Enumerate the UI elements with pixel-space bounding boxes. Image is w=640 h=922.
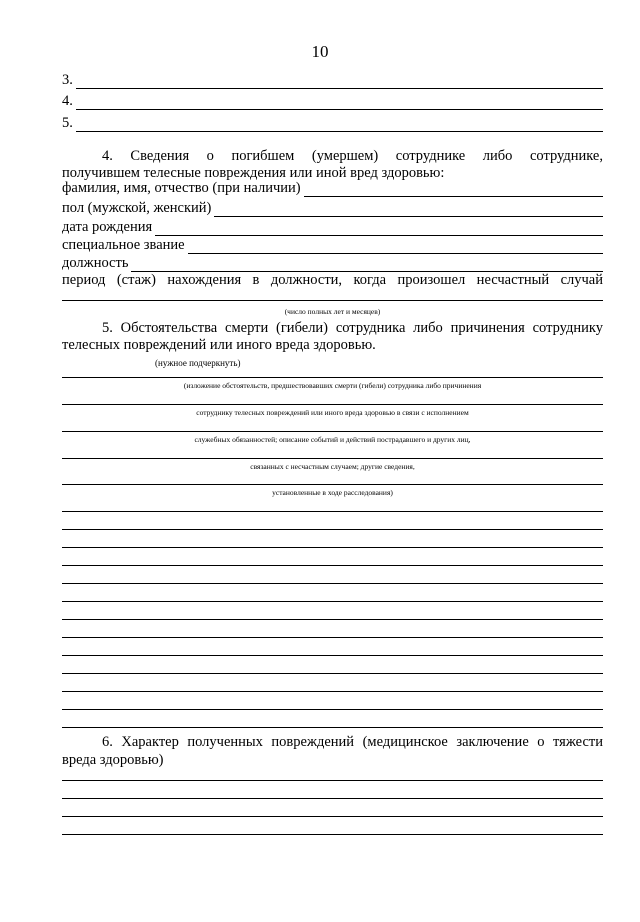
section5-caption-5: установленные в ходе расследования) <box>272 488 393 497</box>
fill-line <box>62 458 603 459</box>
field-position <box>62 255 603 272</box>
fill-line <box>62 619 603 620</box>
section5-caption-2: сотруднику телесных повреждений или иного вреда здоровью в связи с исполнением <box>196 408 469 417</box>
fill-line <box>62 484 603 485</box>
fill-line <box>62 637 603 638</box>
fill-line <box>62 547 603 548</box>
fill-line <box>76 96 603 110</box>
fill-line <box>188 240 603 254</box>
fill-line <box>62 529 603 530</box>
field-label: фамилия, имя, отчество (при наличии) <box>62 180 301 196</box>
fill-line <box>62 798 603 799</box>
field-label: должность <box>62 255 129 271</box>
numbered-item-5 <box>62 115 603 132</box>
item-label: 3. <box>62 72 73 88</box>
fill-line <box>76 75 603 89</box>
period-caption: (число полных лет и месяцев) <box>284 307 381 316</box>
fill-line <box>131 258 603 272</box>
field-label: пол (мужской, женский) <box>62 200 212 216</box>
item-label: 4. <box>62 93 73 109</box>
fill-line <box>214 203 603 217</box>
section5-heading-line1: 5. Обстоятельства смерти (гибели) сотрудника либо причинения сотруднику <box>102 320 603 336</box>
fill-line <box>62 565 603 566</box>
fill-line <box>304 183 603 197</box>
fill-line <box>62 583 603 584</box>
fill-line <box>62 673 603 674</box>
fill-line <box>62 727 603 728</box>
period-line: период (стаж) нахождения в должности, когда произошел несчастный случай <box>62 272 603 288</box>
period-fill-line <box>62 300 603 301</box>
field-special-rank <box>62 237 603 254</box>
item-label: 5. <box>62 115 73 131</box>
section4-heading-line1: 4. Сведения о погибшем (умершем) сотруднике либо сотруднике, <box>102 148 603 164</box>
section5-heading-line2: телесных повреждений или иного вреда здоровью. <box>62 337 376 353</box>
field-label: специальное звание <box>62 237 185 253</box>
field-label: дата рождения <box>62 219 153 235</box>
fill-line <box>62 655 603 656</box>
numbered-item-3 <box>62 72 603 89</box>
fill-line <box>62 431 603 432</box>
fill-line <box>62 691 603 692</box>
section5-caption-1: (изложение обстоятельств, предшествовавших смерти (гибели) сотрудника либо причинения <box>183 381 482 390</box>
section6-heading-line2: вреда здоровью) <box>62 752 164 768</box>
fill-line <box>62 404 603 405</box>
fill-line <box>62 816 603 817</box>
underline-note: (нужное подчеркнуть) <box>155 358 241 368</box>
numbered-item-4 <box>62 93 603 110</box>
fill-line <box>155 222 603 236</box>
section5-caption-4: связанных с несчастным случаем; другие сведения, <box>250 462 415 471</box>
fill-line <box>62 834 603 835</box>
page-number: 10 <box>311 42 329 61</box>
fill-line <box>76 118 603 132</box>
field-full-name <box>62 180 603 197</box>
field-birth-date <box>62 219 603 236</box>
fill-line <box>62 601 603 602</box>
fill-line <box>62 511 603 512</box>
section4-heading-line2: получившем телесные повреждения или иной вред здоровью: <box>62 165 445 181</box>
fill-line <box>62 780 603 781</box>
field-gender <box>62 200 603 217</box>
section6-heading-line1: 6. Характер полученных повреждений (медицинское заключение о тяжести <box>102 734 603 750</box>
fill-line <box>62 377 603 378</box>
fill-line <box>62 709 603 710</box>
section5-caption-3: служебных обязанностей; описание событий и действий пострадавшего и других лиц, <box>194 435 471 444</box>
